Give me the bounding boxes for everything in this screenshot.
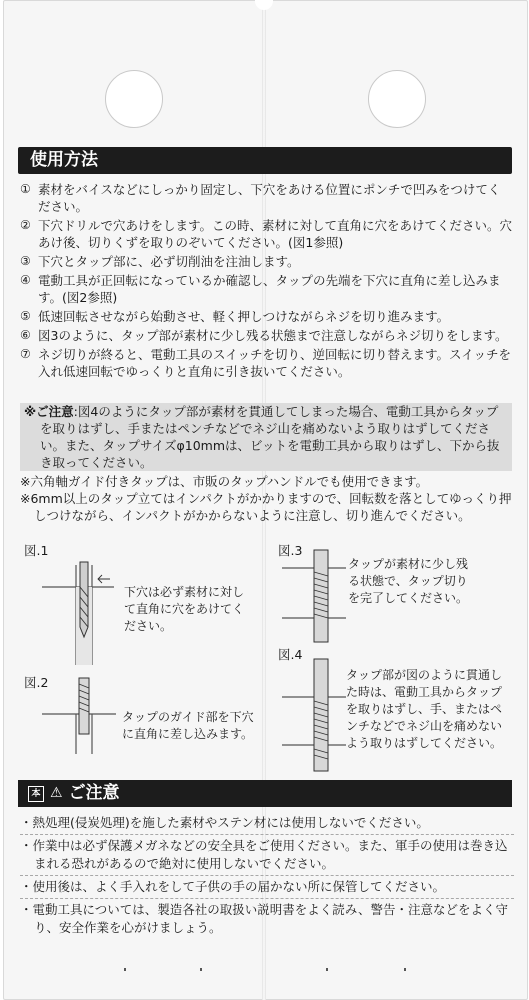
hang-hole-left (105, 70, 163, 128)
caution-note-box (20, 403, 512, 471)
step-number: ① (20, 182, 31, 196)
fig3-text: タップが素材に少し残る状態で、タップ切りを完了してください。 (348, 557, 469, 605)
fig4-text: タップ部が図のように貫通した時は、電動工具からタップを取りはずし、手、またはペンチなどでネジ山を痛めないよう取りはずしてください。 (346, 668, 503, 750)
print-dot (326, 968, 328, 971)
step-item (20, 308, 512, 325)
step-number: ⑤ (20, 309, 31, 323)
step-text: 低速回転させながら始動させ、軽く押しつけながらネジを切り進みます。 (38, 309, 450, 324)
fig2-label: 図.2 (24, 675, 49, 690)
fig4-tap-diagram (280, 657, 350, 773)
usage-title: 使用方法 (30, 150, 98, 170)
print-dot (200, 968, 202, 971)
step-item (20, 253, 512, 270)
fig1-text: 下穴は必ず素材に対して直角に穴をあけてください。 (124, 585, 245, 633)
step-item (20, 217, 512, 251)
step-item (20, 327, 512, 344)
caution-item: ・電動工具については、製造各社の取扱い説明書をよく読み、警告・注意などをよく守り、安全作業を心がけましょう。 (20, 902, 509, 935)
step-number: ⑦ (20, 347, 31, 361)
caution-list (20, 812, 514, 939)
step-text: 下穴とタップ部に、必ず切削油を注油します。 (38, 254, 300, 269)
hang-hole-right (368, 70, 426, 128)
steps-list (20, 181, 512, 382)
usage-header (18, 147, 512, 174)
note-text: :図4のようにタップ部が素材を貫通してしまった場合、電動工具からタップを取りはずし、手またはペンチなどでネジ山を痛めないよう取りはずしてください。また、タップサイズφ10mmは、ビットを電動工具から取りはずし、下から抜き取ってください。 (40, 404, 500, 470)
fig1-drill-diagram (40, 557, 120, 667)
caution-item: ・使用後は、よく手入れをして子供の手の届かない所に保管してください。 (20, 876, 514, 899)
extra-notes (20, 473, 512, 524)
caution-item: ・作業中は必ず保護メガネなどの安全具をご使用ください。また、軍手の使用は巻き込まれる恐れがあるので絶対に使用しないでください。 (20, 835, 514, 876)
extra-note: ※6mm以上のタップ立てはインパクトがかかりますので、回転数を落としてゆっくり押しつけながら、インパクトがかからないように注意し、切り進んでください。 (20, 491, 512, 523)
note-label: ※ご注意 (24, 404, 74, 419)
step-number: ④ (20, 273, 31, 287)
step-text: ネジ切りが終ると、電動工具のスイッチを切り、逆回転に切り替えます。スイッチを入れ低速回転でゆっくりと直角に引き抜いてください。 (38, 347, 512, 379)
step-item (20, 346, 512, 380)
fig1-label: 図.1 (24, 543, 49, 558)
step-item (20, 181, 512, 215)
fig4-label: 図.4 (278, 647, 303, 662)
step-text: 電動工具が正回転になっているか確認し、タップの先端を下穴に直角に差し込みます。(図2参照) (38, 273, 501, 305)
step-text: 下穴ドリルで穴あけをします。この時、素材に対して直角に穴をあけてください。穴あけ後、切りくずを取りのぞいてください。(図1参照) (38, 218, 513, 250)
step-number: ② (20, 218, 31, 232)
warning-icon: ⚠ (50, 785, 63, 801)
fig2-tap-diagram (40, 676, 120, 756)
fig2-text: タップのガイド部を下穴に直角に差し込みます。 (122, 710, 254, 741)
step-text: 図3のように、タップ部が素材に少し残る状態まで注意しながらネジ切りをします。 (38, 328, 508, 343)
step-number: ③ (20, 254, 31, 268)
extra-note: ※六角軸ガイド付きタップは、市販のタップハンドルでも使用できます。 (20, 474, 429, 489)
caution-header (18, 780, 512, 807)
fig3-tap-diagram (280, 548, 350, 644)
caution-title: ご注意 (68, 783, 120, 803)
book-icon: 本 (28, 786, 44, 802)
step-number: ⑥ (20, 328, 31, 342)
step-text: 素材をバイスなどにしっかり固定し、下穴をあける位置にポンチで凹みをつけてください。 (38, 182, 501, 214)
fig3-label: 図.3 (278, 543, 303, 558)
caution-item: ・熱処理(侵炭処理)を施した素材やステン材には使用しないでください。 (20, 812, 514, 835)
step-item (20, 272, 512, 306)
print-dot (124, 968, 126, 971)
print-dot (404, 968, 406, 971)
